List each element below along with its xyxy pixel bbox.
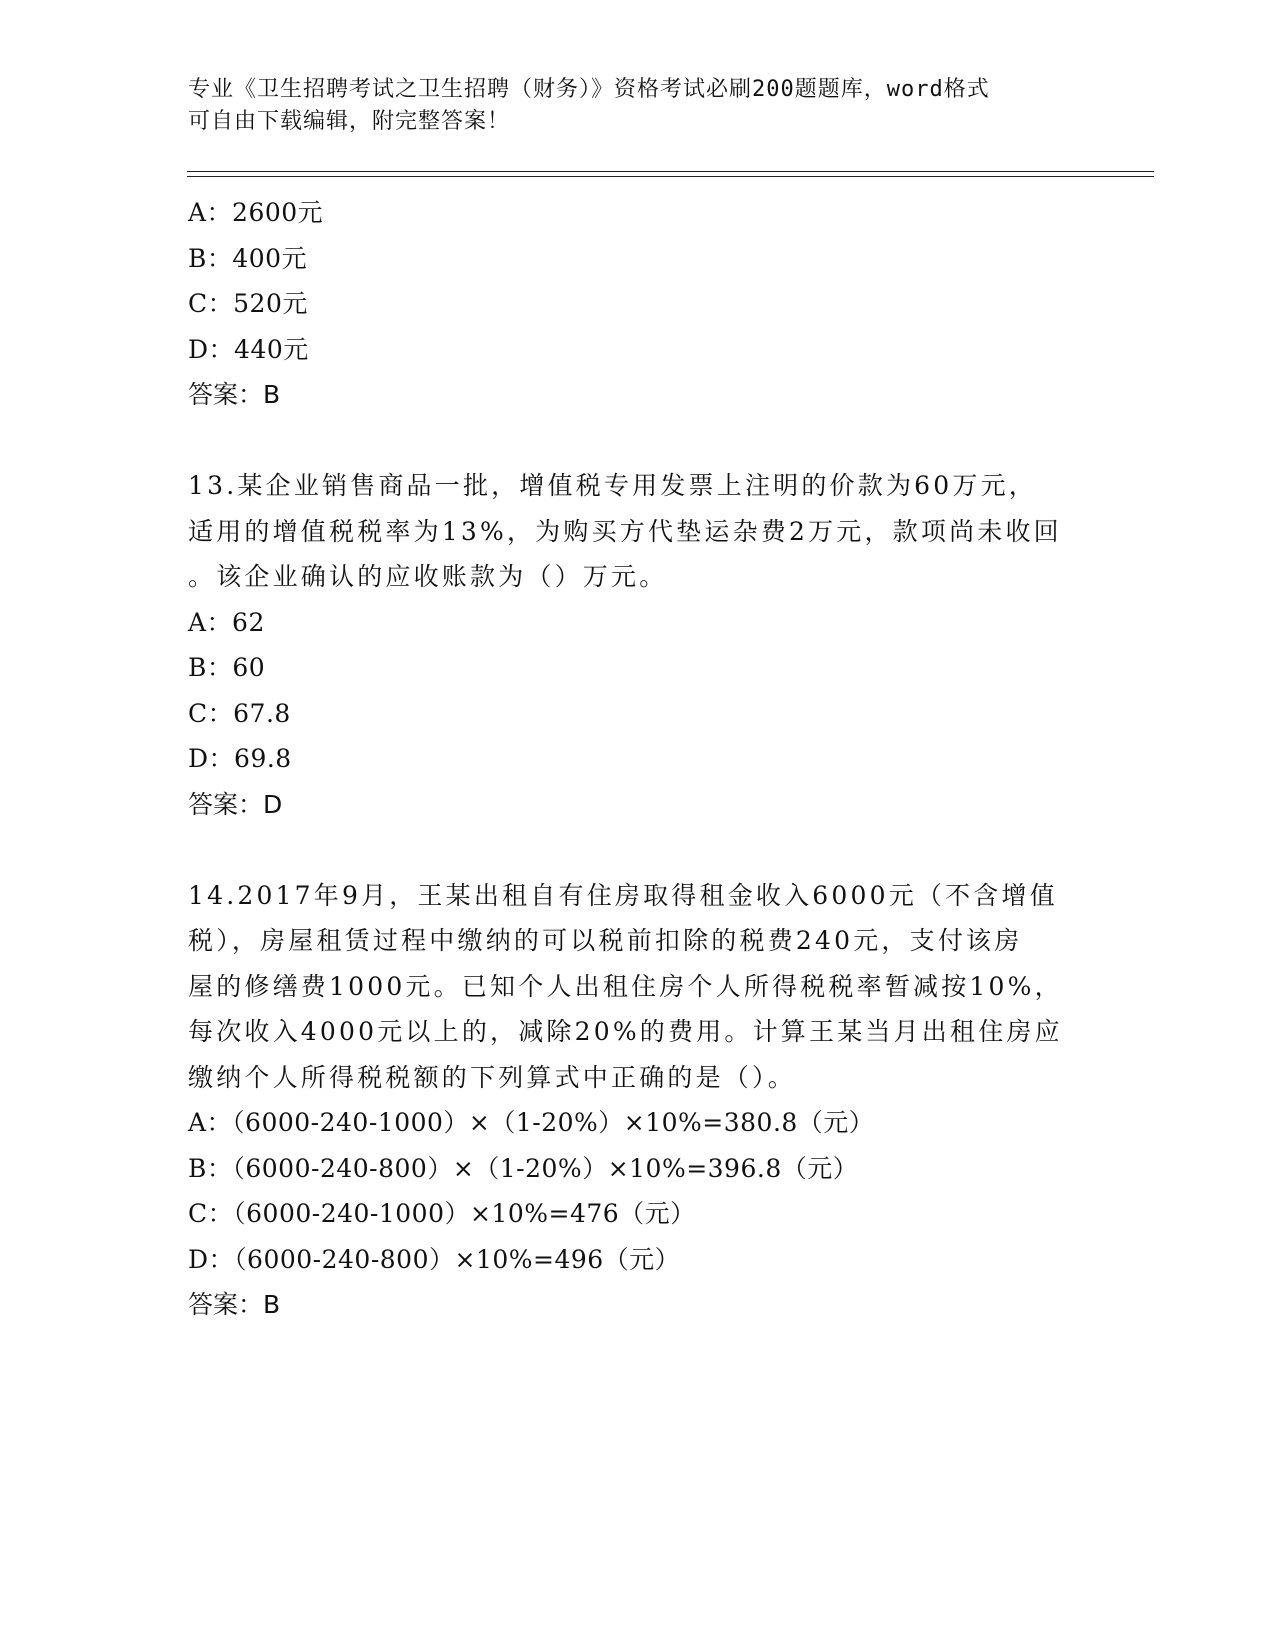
document-header [188, 74, 1088, 138]
q13-answer: 答案：D [188, 789, 283, 819]
q12-option-b: B：400元 [188, 243, 308, 273]
header-line-2: 可自由下载编辑，附完整答案！ [188, 109, 511, 134]
q12-option-a: A：2600元 [188, 198, 324, 227]
q13-option-d: D：69.8 [188, 744, 292, 773]
q14-option-d: D：（6000-240-800）×10%=496（元） [188, 1244, 681, 1274]
q14-text-line-2: 税），房屋租赁过程中缴纳的可以税前扣除的税费240元，支付该房 [188, 926, 1023, 955]
q14-text-line-3: 屋的修缮费1000元。已知个人出租住房个人所得税税率暂减按10%， [188, 971, 1063, 1001]
question-14-block [188, 873, 1088, 1328]
q12-option-d: D：440元 [188, 334, 309, 364]
q14-text-line-4: 每次收入4000元以上的，减除20%的费用。计算王某当月出租住房应 [188, 1017, 1063, 1046]
header-line-1: 专业《卫生招聘考试之卫生招聘（财务）》资格考试必刷200题题库，word格式 [188, 77, 990, 102]
q13-option-a: A：62 [188, 607, 265, 637]
header-divider-top [187, 171, 1154, 172]
q13-text-line-3: 。该企业确认的应收账款为（）万元。 [188, 562, 668, 591]
q14-option-a: A：（6000-240-1000）×（1-20%）×10%=380.8（元） [188, 1108, 875, 1137]
spacer [188, 827, 1088, 873]
q14-text-line-1: 14.2017年9月，王某出租自有住房取得租金收入6000元（不含增值 [188, 880, 1058, 910]
q13-option-c: C：67.8 [188, 698, 291, 728]
q14-text-line-5: 缴纳个人所得税税额的下列算式中正确的是（）。 [188, 1062, 796, 1092]
spacer [188, 418, 1088, 464]
q14-answer: 答案：B [188, 1290, 281, 1319]
q13-option-b: B：60 [188, 653, 266, 682]
header-divider-bottom [187, 176, 1154, 177]
q12-answer: 答案：B [188, 380, 281, 409]
q14-option-c: C：（6000-240-1000）×10%=476（元） [188, 1199, 696, 1228]
question-content [188, 190, 1088, 1328]
q13-text-line-2: 适用的增值税税率为13%，为购买方代垫运杂费2万元，款项尚未收回 [188, 516, 1062, 546]
question-12-block [188, 190, 1088, 418]
q14-option-b: B：（6000-240-800）×（1-20%）×10%=396.8（元） [188, 1153, 859, 1183]
q13-text-line-1: 13.某企业销售商品一批，增值税专用发票上注明的价款为60万元， [188, 471, 1037, 500]
q12-option-c: C：520元 [188, 289, 308, 318]
question-13-block [188, 463, 1088, 827]
